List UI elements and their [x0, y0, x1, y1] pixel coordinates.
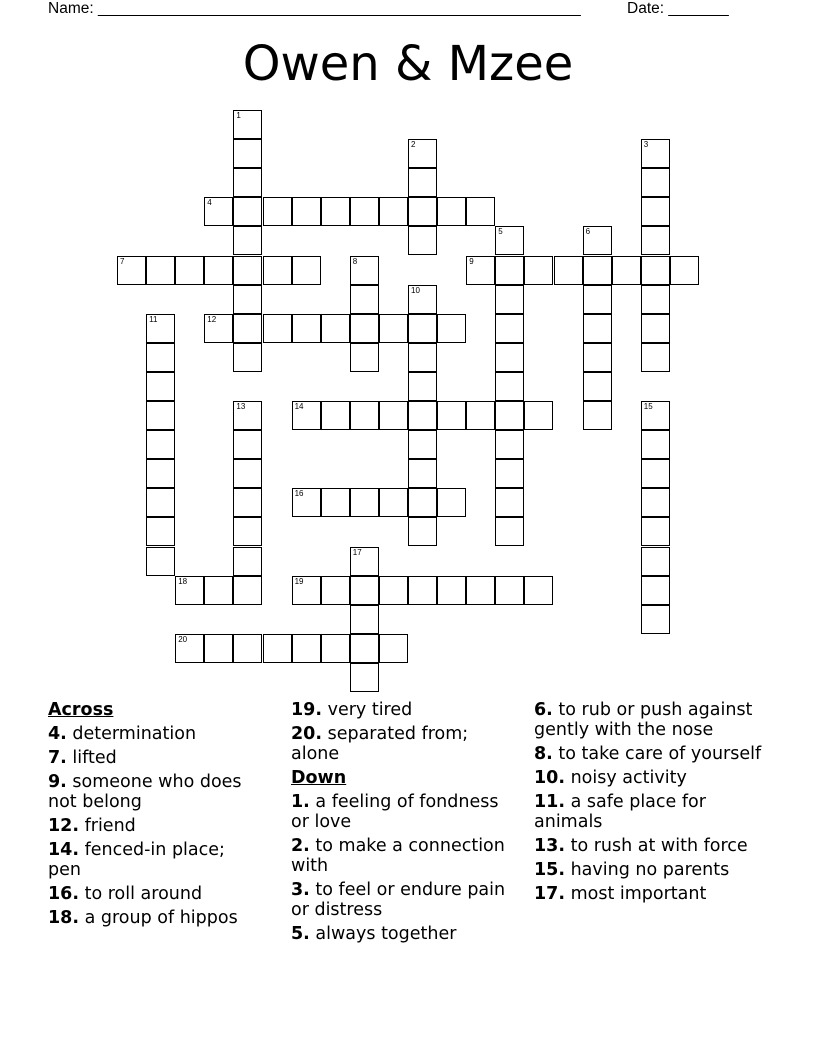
clue-number: 8. — [534, 744, 553, 764]
grid-cell[interactable] — [524, 401, 553, 430]
clue-number: 2. — [291, 836, 310, 856]
clue-across-19 — [291, 700, 511, 720]
cell-number: 20 — [178, 634, 188, 644]
grid-cell[interactable] — [292, 634, 321, 663]
grid-cell[interactable] — [146, 372, 175, 401]
grid-cell[interactable] — [263, 314, 292, 343]
grid-cell[interactable] — [175, 634, 204, 663]
grid-cell[interactable] — [641, 459, 670, 488]
grid-cell[interactable] — [641, 343, 670, 372]
cell-number: 5 — [498, 227, 503, 237]
grid-cell[interactable] — [612, 256, 641, 285]
clue-number: 6. — [534, 700, 553, 720]
grid-cell[interactable] — [524, 256, 553, 285]
grid-cell[interactable] — [175, 256, 204, 285]
grid-cell[interactable] — [495, 459, 524, 488]
grid-cell[interactable] — [233, 547, 262, 576]
grid-cell[interactable] — [641, 488, 670, 517]
cell-number: 19 — [294, 576, 304, 586]
grid-cell[interactable] — [641, 517, 670, 546]
across-heading: Across — [48, 700, 114, 720]
grid-cell[interactable] — [321, 401, 350, 430]
grid-cell[interactable] — [350, 343, 379, 372]
grid-cell[interactable] — [408, 226, 437, 255]
clue-number: 12. — [48, 816, 80, 836]
grid-cell[interactable] — [641, 197, 670, 226]
grid-cell[interactable] — [495, 430, 524, 459]
grid-cell[interactable] — [641, 430, 670, 459]
grid-cell[interactable] — [233, 197, 262, 226]
cell-number: 6 — [585, 227, 591, 237]
clue-number: 7. — [48, 748, 67, 768]
grid-cell[interactable] — [583, 285, 612, 314]
grid-cell[interactable] — [437, 401, 466, 430]
grid-cell[interactable] — [408, 430, 437, 459]
clue-number: 18. — [48, 908, 80, 928]
grid-cell[interactable] — [670, 256, 699, 285]
clue-down-6 — [534, 700, 774, 740]
grid-cell[interactable] — [292, 488, 321, 517]
grid-cell[interactable] — [350, 197, 379, 226]
cell-number: 10 — [411, 285, 420, 295]
clue-text: having no parents — [570, 860, 730, 880]
grid-cell[interactable] — [408, 517, 437, 546]
grid-cell[interactable] — [641, 256, 670, 285]
grid-cell[interactable] — [233, 139, 262, 168]
clue-across-14 — [48, 840, 263, 880]
grid-cell[interactable] — [321, 314, 350, 343]
grid-cell[interactable] — [495, 343, 524, 372]
grid-cell[interactable] — [641, 576, 670, 605]
clue-down-8 — [534, 744, 774, 764]
grid-cell[interactable] — [495, 226, 524, 255]
clue-number: 15. — [534, 860, 566, 880]
grid-cell[interactable] — [437, 488, 466, 517]
date-field-label: Date: _______ — [627, 0, 729, 17]
cell-number: 4 — [207, 198, 212, 208]
grid-cell[interactable] — [350, 401, 379, 430]
clue-text: someone who does not belong — [48, 772, 242, 812]
grid-cell[interactable] — [554, 256, 583, 285]
grid-cell[interactable] — [379, 314, 408, 343]
grid-cell[interactable] — [466, 197, 495, 226]
cell-number: 16 — [294, 489, 304, 499]
grid-cell[interactable] — [292, 576, 321, 605]
grid-cell[interactable] — [321, 488, 350, 517]
clue-down-17 — [534, 884, 774, 904]
cell-number: 15 — [643, 402, 653, 411]
grid-cell[interactable] — [350, 576, 379, 605]
grid-cell[interactable] — [350, 488, 379, 517]
clues-column-2 — [291, 700, 511, 948]
grid-cell[interactable] — [408, 459, 437, 488]
grid-cell[interactable] — [466, 256, 495, 285]
clue-text: separated from; alone — [291, 724, 469, 764]
grid-cell[interactable] — [408, 197, 437, 226]
grid-cell[interactable] — [379, 634, 408, 663]
grid-cell[interactable] — [292, 314, 321, 343]
grid-cell[interactable] — [641, 226, 670, 255]
grid-cell[interactable] — [495, 285, 524, 314]
clue-text: a safe place for animals — [534, 792, 706, 832]
clue-number: 1. — [291, 792, 310, 812]
grid-cell[interactable] — [350, 285, 379, 314]
grid-cell[interactable] — [292, 256, 321, 285]
name-field-label: Name: ________________________________________________________ — [48, 0, 581, 17]
grid-cell[interactable] — [408, 285, 437, 314]
grid-cell[interactable] — [146, 343, 175, 372]
grid-cell[interactable] — [641, 314, 670, 343]
clue-text: to rush at with force — [570, 836, 748, 856]
grid-cell[interactable] — [146, 488, 175, 517]
grid-cell[interactable] — [350, 663, 379, 692]
grid-cell[interactable] — [292, 401, 321, 430]
grid-cell[interactable] — [350, 314, 379, 343]
clue-number: 11. — [534, 792, 566, 812]
clue-number: 3. — [291, 880, 310, 900]
clue-down-15 — [534, 860, 774, 880]
grid-cell[interactable] — [379, 576, 408, 605]
grid-cell[interactable] — [175, 576, 204, 605]
clue-number: 17. — [534, 884, 566, 904]
grid-cell[interactable] — [524, 576, 553, 605]
grid-cell[interactable] — [233, 634, 262, 663]
grid-cell[interactable] — [437, 197, 466, 226]
clue-text: determination — [72, 724, 197, 744]
down-heading: Down — [291, 768, 347, 788]
clue-across-9 — [48, 772, 263, 812]
clue-text: to make a connection with — [291, 836, 505, 876]
clue-text: to rub or push against gently with the nose — [534, 700, 753, 740]
cell-number: 9 — [469, 256, 474, 266]
grid-cell[interactable] — [233, 517, 262, 546]
grid-cell[interactable] — [350, 605, 379, 634]
grid-cell[interactable] — [233, 459, 262, 488]
grid-cell[interactable] — [117, 256, 146, 285]
grid-cell[interactable] — [146, 314, 175, 343]
grid-cell[interactable] — [495, 256, 524, 285]
cell-number: 7 — [120, 256, 125, 266]
clue-text: most important — [570, 884, 707, 904]
grid-cell[interactable] — [437, 576, 466, 605]
cell-number: 13 — [236, 402, 246, 411]
grid-cell[interactable] — [437, 314, 466, 343]
clue-text: noisy activity — [570, 768, 687, 788]
clue-down-11 — [534, 792, 774, 832]
grid-cell[interactable] — [350, 634, 379, 663]
clue-number: 10. — [534, 768, 566, 788]
grid-cell[interactable] — [641, 285, 670, 314]
grid-cell[interactable] — [146, 430, 175, 459]
grid-cell[interactable] — [233, 430, 262, 459]
grid-cell[interactable] — [641, 401, 670, 430]
grid-cell[interactable] — [641, 139, 670, 168]
grid-cell[interactable] — [321, 197, 350, 226]
grid-cell[interactable] — [321, 634, 350, 663]
clue-across-4 — [48, 724, 263, 744]
clue-down-10 — [534, 768, 774, 788]
cell-number: 14 — [294, 402, 304, 411]
clue-text: fenced-in place; pen — [48, 840, 225, 880]
grid-cell[interactable] — [146, 517, 175, 546]
grid-cell[interactable] — [146, 459, 175, 488]
clue-across-12 — [48, 816, 263, 836]
grid-cell[interactable] — [408, 488, 437, 517]
clue-across-20 — [291, 724, 511, 764]
grid-cell[interactable] — [408, 314, 437, 343]
grid-cell[interactable] — [495, 401, 524, 430]
grid-cell[interactable] — [408, 139, 437, 168]
grid-cell[interactable] — [495, 372, 524, 401]
grid-cell[interactable] — [204, 314, 233, 343]
grid-cell[interactable] — [495, 314, 524, 343]
clue-text: to feel or endure pain or distress — [291, 880, 506, 920]
grid-cell[interactable] — [204, 256, 233, 285]
grid-cell[interactable] — [495, 488, 524, 517]
clue-number: 9. — [48, 772, 67, 792]
grid-cell[interactable] — [583, 256, 612, 285]
grid-cell[interactable] — [583, 226, 612, 255]
clue-number: 5. — [291, 924, 310, 944]
grid-cell[interactable] — [263, 256, 292, 285]
cell-number: 8 — [352, 256, 358, 266]
clue-across-18 — [48, 908, 263, 928]
grid-cell[interactable] — [583, 343, 612, 372]
clue-text: a group of hippos — [84, 908, 238, 928]
grid-cell[interactable] — [233, 576, 262, 605]
grid-cell[interactable] — [233, 314, 262, 343]
clue-down-2 — [291, 836, 511, 876]
grid-cell[interactable] — [350, 256, 379, 285]
grid-cell[interactable] — [466, 401, 495, 430]
clue-down-13 — [534, 836, 774, 856]
grid-cell[interactable] — [583, 314, 612, 343]
grid-cell[interactable] — [204, 576, 233, 605]
grid-cell[interactable] — [146, 256, 175, 285]
grid-cell[interactable] — [466, 576, 495, 605]
grid-cell[interactable] — [495, 576, 524, 605]
clue-text: always together — [315, 924, 457, 944]
cell-number: 2 — [411, 140, 416, 150]
grid-cell[interactable] — [321, 576, 350, 605]
grid-cell[interactable] — [233, 168, 262, 197]
grid-cell[interactable] — [641, 168, 670, 197]
clue-number: 13. — [534, 836, 566, 856]
grid-cell[interactable] — [495, 517, 524, 546]
grid-cell[interactable] — [233, 285, 262, 314]
clues-column-3 — [534, 700, 774, 908]
grid-cell[interactable] — [641, 605, 670, 634]
clue-text: lifted — [72, 748, 117, 768]
grid-cell[interactable] — [233, 110, 262, 139]
clue-text: very tired — [327, 700, 413, 720]
clue-number: 19. — [291, 700, 323, 720]
grid-cell[interactable] — [233, 343, 262, 372]
clue-number: 14. — [48, 840, 80, 860]
grid-cell[interactable] — [233, 256, 262, 285]
grid-cell[interactable] — [350, 547, 379, 576]
cell-number: 12 — [207, 314, 217, 324]
grid-cell[interactable] — [408, 372, 437, 401]
clue-text: a feeling of fondness or love — [291, 792, 499, 832]
grid-cell[interactable] — [263, 197, 292, 226]
clue-text: friend — [84, 816, 136, 836]
grid-cell[interactable] — [263, 634, 292, 663]
clue-number: 20. — [291, 724, 323, 744]
grid-cell[interactable] — [146, 547, 175, 576]
grid-cell[interactable] — [146, 401, 175, 430]
clue-text: to roll around — [84, 884, 203, 904]
clue-across-16 — [48, 884, 263, 904]
grid-cell[interactable] — [379, 197, 408, 226]
grid-cell[interactable] — [233, 226, 262, 255]
grid-cell[interactable] — [379, 488, 408, 517]
grid-cell[interactable] — [583, 401, 612, 430]
puzzle-title: Owen & Mzee — [242, 36, 574, 92]
clue-down-3 — [291, 880, 511, 920]
grid-cell[interactable] — [408, 576, 437, 605]
cell-number: 11 — [149, 314, 158, 324]
grid-cell[interactable] — [233, 488, 262, 517]
grid-cell[interactable] — [204, 197, 233, 226]
grid-cell[interactable] — [204, 634, 233, 663]
cell-number: 17 — [352, 547, 362, 557]
cell-number: 18 — [178, 576, 188, 586]
grid-cell[interactable] — [583, 372, 612, 401]
grid-cell[interactable] — [408, 343, 437, 372]
cell-number: 1 — [236, 111, 241, 120]
clue-number: 16. — [48, 884, 80, 904]
cell-number: 3 — [643, 140, 649, 150]
clue-across-7 — [48, 748, 263, 768]
grid-cell[interactable] — [408, 168, 437, 197]
clue-number: 4. — [48, 724, 67, 744]
grid-cell[interactable] — [292, 197, 321, 226]
grid-cell[interactable] — [379, 401, 408, 430]
clue-text: to take care of yourself — [558, 744, 762, 764]
grid-cell[interactable] — [408, 401, 437, 430]
grid-cell[interactable] — [641, 547, 670, 576]
grid-cell[interactable] — [233, 401, 262, 430]
clues-column-1 — [48, 700, 263, 932]
clue-down-1 — [291, 792, 511, 832]
clue-down-5 — [291, 924, 511, 944]
